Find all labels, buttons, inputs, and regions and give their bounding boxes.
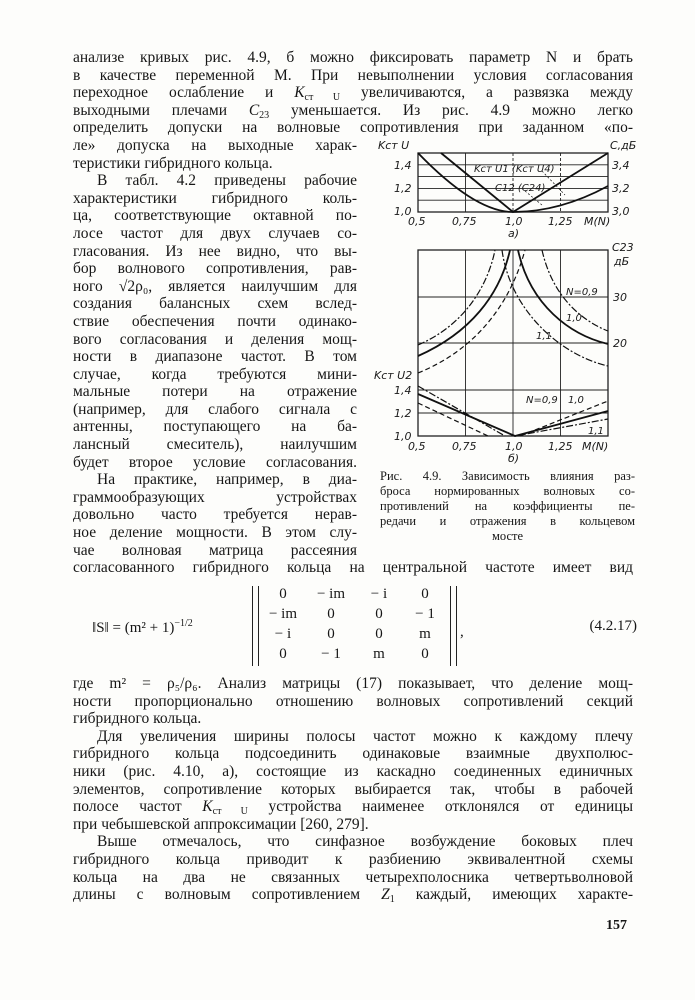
top-y-right-title: С,дБ — [610, 139, 637, 152]
text-line: ности в диапазоне частот. В том — [73, 348, 357, 366]
tick-label: 1,25 — [548, 440, 573, 453]
matrix-right-bracket — [450, 586, 457, 666]
matrix-cell: 0 — [279, 646, 287, 662]
text-line: На практике, например, в диа- — [97, 471, 357, 489]
text-line: граммообразующих устройствах — [73, 488, 357, 506]
text-line: ле» допуска на выходные харак- — [73, 136, 357, 154]
caption-line: редачи и отражения в кольцевом — [380, 514, 635, 528]
tick-label: 1,2 — [394, 182, 412, 195]
text-line: кольца на два не связанных четырехполосника четвертьволновой — [73, 868, 633, 886]
matrix-cell: − i — [370, 586, 388, 602]
text-line: длины с волновым сопротивлением $Z_1$ каждый, имеющих характе- — [73, 886, 633, 906]
text-line: выходными плечами $C_{23}$ уменьшается. Из рис. 4.9 можно легко — [73, 101, 633, 121]
text-line: будет второе условие согласования. — [73, 453, 357, 471]
matrix-cell: 0 — [279, 586, 287, 602]
bottom-y-right-unit: дБ — [614, 255, 630, 268]
caption-line: Рис. 4.9. Зависимость влияния раз- — [380, 469, 635, 483]
text-line: ного √2ρ₀, является наилучшим для — [73, 277, 357, 295]
text-line: бор волнового сопротивления, рав- — [73, 260, 357, 278]
tick-label: 1,25 — [548, 215, 573, 228]
text-line: лосе частот для двух случаев со- — [73, 224, 357, 242]
text-line: теристики гибридного кольца. — [73, 154, 273, 172]
text-line: (например, для слабого сигнала с — [73, 400, 357, 418]
text-line: ники (рис. 4.10, а), состоящие из каскадно соединенных единичных — [73, 762, 633, 780]
text-line: случае, когда требуются мини- — [73, 365, 357, 383]
text-line: ца, соответствующие октавной по- — [73, 207, 357, 225]
text-line: лансный смеситель), наилучшим — [73, 436, 357, 454]
curve-label: 1,0 — [566, 313, 582, 324]
x-title: M(N) — [584, 215, 611, 228]
matrix-cell: 0 — [421, 586, 429, 602]
matrix-cell: − 1 — [321, 646, 341, 662]
tick-label: 1,4 — [394, 159, 412, 172]
text-line: ности пропорционально отношению волновых сопротивлений секций — [73, 692, 633, 710]
tick-label: 3,2 — [612, 182, 630, 195]
curve-label: 1,1 — [588, 426, 604, 437]
text-line: гласования. Из нее видно, что вы- — [73, 242, 357, 260]
text-line: Выше отмечалось, что синфазное возбуждение боковых плеч — [97, 833, 633, 851]
matrix-cell: − 1 — [415, 606, 435, 622]
tick-label: 1,2 — [394, 407, 412, 420]
tick-label: 30 — [613, 291, 627, 304]
text-line: вого согласования и деления мощ- — [73, 330, 357, 348]
caption-line: мосте — [491, 529, 524, 543]
equation-4-2-17 — [92, 584, 637, 670]
text-line: характеристики гибридного коль- — [73, 189, 357, 207]
bottom-chart-grid — [418, 250, 608, 436]
figure-caption — [380, 469, 635, 544]
panel-label: а) — [508, 227, 520, 240]
curve-label: N=0,9 — [566, 287, 598, 298]
text-line: согласованного гибридного кольца на центральной частоте имеет вид — [73, 559, 633, 577]
text-line: гибридного кольца. — [73, 710, 202, 728]
top-y-left-title: Kст U — [378, 139, 410, 152]
text-line: антенны, поступающего на ба- — [73, 418, 357, 436]
text-line: Для увеличения ширины полосы частот можно к каждому плечу — [97, 727, 633, 745]
text-line: гибридного кольца подсоединить одинаковые взаимные двухполюс- — [73, 745, 633, 763]
text-line: мальные потери на отражение — [73, 383, 357, 401]
text-line: чае волновая матрица рассеяния — [73, 541, 357, 559]
tick-label: 0,75 — [452, 215, 477, 228]
caption-line: броса нормированных волновых со- — [380, 484, 635, 498]
bottom-y-left-title: Kст U2 — [374, 369, 413, 382]
tick-label: 0,5 — [408, 440, 426, 453]
text-line: ствие обеспечения почти одинако- — [73, 312, 357, 330]
text-line: анализе кривых рис. 4.9, б можно фиксировать параметр N и брать — [73, 49, 633, 66]
x-title: M(N) — [582, 440, 609, 453]
equation-lhs: ‖S‖ = $(m^2 + 1)^{-1/2}$ — [92, 618, 193, 636]
text-line: где m² = ρ₅/ρ₆. Анализ матрицы (17) показывает, что деление мощ- — [73, 675, 633, 692]
equation-number: (4.2.17) — [589, 618, 637, 634]
tick-label: 1,0 — [505, 440, 523, 453]
curve-label: N=0,9 — [526, 395, 558, 406]
matrix-cell: 0 — [375, 626, 383, 642]
text-line: ное деление мощности. В этом слу- — [73, 524, 357, 542]
curve-label: Kст U1 (Kст U4) — [474, 164, 555, 175]
equation-comma: , — [460, 624, 464, 640]
matrix-cell: − im — [316, 586, 346, 602]
page-number: 157 — [606, 918, 627, 933]
panel-label: б) — [508, 452, 520, 465]
curve-label: 1,0 — [568, 395, 584, 406]
tick-label: 3,4 — [612, 159, 630, 172]
tick-label: 1,0 — [394, 430, 412, 443]
matrix-cell: m — [373, 646, 385, 662]
curve-label: C12 (C24) — [495, 183, 546, 194]
tick-label: 20 — [613, 337, 627, 350]
text-line: переходное ослабление и $K_{ст U}$ увеличиваются, а развязка между — [73, 84, 634, 104]
curve-label: 1,1 — [536, 331, 552, 342]
text-line: гибридного кольца приводит к разбиению эквивалентной схемы — [73, 850, 633, 868]
caption-line: противлений на коэффициенты пе- — [380, 499, 635, 513]
matrix-cell: 0 — [421, 646, 429, 662]
text-line: полосе частот $K_{ст U}$ устройства наименее отклонялся от единицы — [73, 798, 634, 818]
figure-4-9 — [370, 135, 640, 470]
text-line: создания балансных схем вслед- — [73, 295, 357, 313]
text-line: определить допуски на волновые сопротивления при заданном «по- — [73, 119, 633, 137]
text-line: довольно часто требуется нерав- — [73, 506, 357, 524]
tick-label: 1,0 — [394, 205, 412, 218]
text-line: элементов, сопротивление которых выбирается так, чтобы в рабочей — [73, 780, 633, 798]
bottom-y-right-title: С23 — [612, 241, 634, 254]
matrix-cell: 0 — [327, 606, 335, 622]
text-line: при чебышевской аппроксимации [260, 279]. — [73, 815, 369, 833]
text-line: В табл. 4.2 приведены рабочие — [97, 172, 357, 190]
tick-label: 0,5 — [408, 215, 426, 228]
tick-label: 3,0 — [612, 205, 630, 218]
matrix-cell: − i — [274, 626, 292, 642]
text-line: в качестве переменной M. При невыполнении условия согласования — [73, 66, 633, 84]
text-block-lower — [73, 675, 633, 904]
tick-label: 1,0 — [505, 215, 523, 228]
matrix-cell: − im — [268, 606, 298, 622]
tick-label: 0,75 — [452, 440, 477, 453]
tick-label: 1,4 — [394, 384, 412, 397]
matrix-cell: 0 — [375, 606, 383, 622]
matrix-cell: 0 — [327, 626, 335, 642]
matrix-cell: m — [419, 626, 431, 642]
